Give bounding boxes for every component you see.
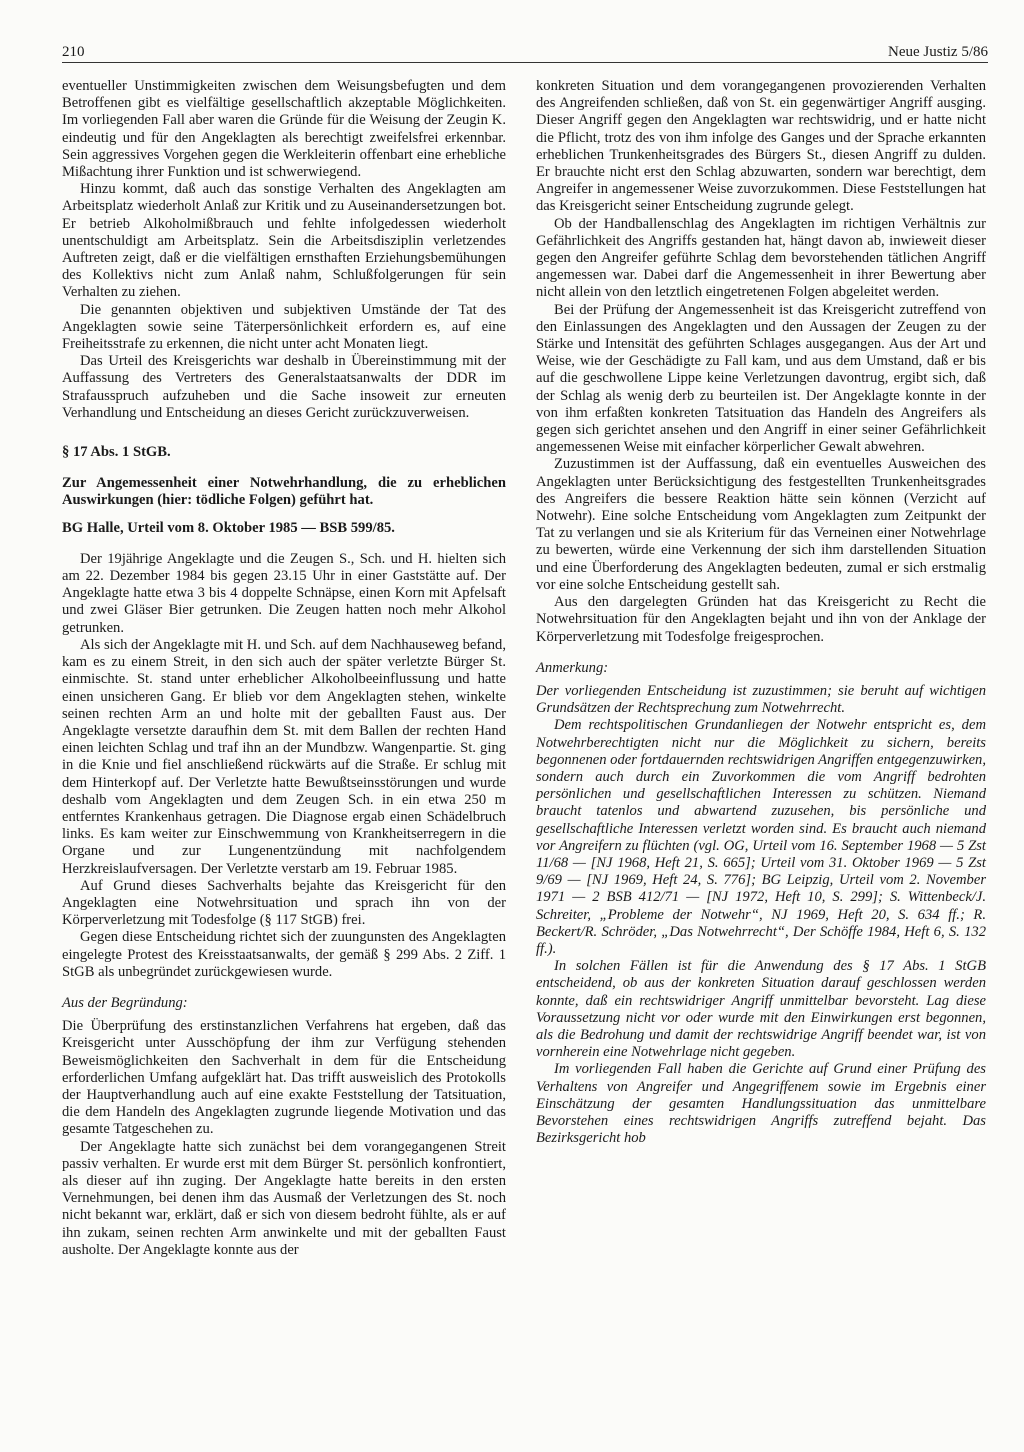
paragraph: konkreten Situation und dem vorangegangenen provozierenden Verhalten des Angreifenden schließen, daß von St. ein gegenwärtiger Angriff ausging. Dieser Angriff gegen den Angeklagten war rechtswidrig, und er hatte nicht die Pflicht, trotz des von ihm infolge des Ganges und der Sprache erkannten erheblichen Trunkenheitsgrades des Bürgers St., diesen Angriff zu dulden. Er brauchte nicht erst den Schlag abzuwarten, sondern war berechtigt, dem Angreifer in angemessener Weise zuvorzukommen. Diese Feststellungen hat das Kreisgericht seiner Entscheidung zugrunde gelegt. [536, 78, 986, 215]
paragraph: Hinzu kommt, daß auch das sonstige Verhalten des Angeklagten am Arbeitsplatz wiederholt Anlaß zur Kritik und zu Auseinandersetzungen bot. Er betrieb Alkoholmißbrauch und fehlte infolgedessen wiederholt unentschuldigt am Arbeitsplatz. Sein die Arbeitsdisziplin verletzendes Auftreten zeigt, daß er die vielfältigen ernsthaften Erziehungsbemühungen des Kollektivs nicht zum Anlaß nahm, Schlußfolgerungen für sein Verhalten zu ziehen. [62, 181, 506, 301]
page-number: 210 [62, 44, 85, 60]
section-heading: Anmerkung: [536, 659, 609, 676]
paragraph: Als sich der Angeklagte mit H. und Sch. auf dem Nachhauseweg befand, kam es zu einem Streit, in den sich auch der später verletzte Bürger St. einmischte. St. stand unter erheblicher Alkoholbeeinflussung und hatte einen unsicheren Gang. Er blieb vor dem Angeklagten stehen, winkelte seinen rechten Arm an und holte mit der geballten Faust aus. Der Angeklagte versetzte daraufhin dem St. mit dem Ballen der rechten Hand einen leichten Schlag und traf ihn an der Mundbzw. Wangenpartie. St. ging in die Knie und fiel anschließend rückwärts auf die Straße. Er schlug mit dem Hinterkopf auf. Der Verletzte hatte Bewußtseinsstörungen und wurde deshalb vom Angeklagten und dem Zeugen Sch. in ein etwa 250 m entferntes Krankenhaus getragen. Die Diagnose ergab einen Schädelbruch links. Es kam weiter zur Einschwemmung von Krankheitserregern in die Organe und zur Lungenentzündung mit nachfolgendem Herzkreislaufversagen. Der Verletzte verstarb am 19. Februar 1985. [62, 636, 506, 877]
paragraph: Die genannten objektiven und subjektiven Umstände der Tat des Angeklagten sowie seine Täterpersönlichkeit erfordern es, auf eine Freiheitsstrafe zu erkennen, die nicht unter acht Monaten liegt. [62, 301, 506, 353]
paragraph: Bei der Prüfung der Angemessenheit ist das Kreisgericht zutreffend von den Einlassungen des Angeklagten und den Aussagen der Zeugen zu der Stärke und Intensität des geführten Schlages ausgegangen. Aus der Art und Weise, wie der Geschädigte zu Fall kam, und aus dem Umstand, daß er bis auf die geschwollene Lippe keine Verletzungen davontrug, ergibt sich, daß der Schlag als wenig derb zu beurteilen ist. Der Angeklagte konnte in der von ihm erfaßten konkreten Tatsituation das Handeln des Angreifers als gegen sich gerichtet ansehen und den Angriff in einer seiner Gefährlichkeit angemessenen Weise mit einfacher körperlicher Gewalt abwehren. [536, 301, 986, 456]
right-column [536, 78, 986, 1147]
legal-reference: § 17 Abs. 1 StGB. [62, 444, 171, 461]
paragraph: Ob der Handballenschlag des Angeklagten im richtigen Verhältnis zur Gefährlichkeit des Angriffs gestanden hat, hängt davon ab, inwieweit dieser gegen den Angreifer geführte Schlag dem bevorstehenden tätlichen Angriff angemessen war. Dabei darf die Angemessenheit in ihrer Bewertung aber nicht allein von den letztlich eingetretenen Folgen abgeleitet werden. [536, 215, 986, 301]
paragraph: Der Angeklagte hatte sich zunächst bei dem vorangegangenen Streit passiv verhalten. Er wurde erst mit dem Bürger St. persönlich konfrontiert, als dieser auf ihn zuging. Der Angeklagte hatte bereits in den ersten Vernehmungen, bei denen ihm das Ausmaß der Verletzungen des St. noch nicht bekannt war, erklärt, daß er sich von diesem bedroht fühlte, als er auf ihn zukam, seinen rechten Arm anwinkelte und mit der geballten Faust ausholte. Der Angeklagte konnte aus der [62, 1138, 506, 1258]
annotation-paragraph: Dem rechtspolitischen Grundanliegen der Notwehr entspricht es, dem Notwehrberechtigten nicht nur die Möglichkeit zu sichern, bereits begonnenen oder fortdauernden rechtswidrigen Angriffen entgegenzuwirken, sondern auch durch ein Zuvorkommen die vom Angriff bedrohten persönlichen und gesellschaftlichen Interessen zu schützen. Niemand braucht tatenlos und abwartend zuzusehen, bis persönliche und gesellschaftliche Interessen verletzt worden sind. Es braucht auch niemand vor Angreifern zu flüchten (vgl. OG, Urteil vom 16. September 1968 — 5 Zst 11/68 — [NJ 1968, Heft 21, S. 665]; Urteil vom 31. Oktober 1969 — 5 Zst 9/69 — [NJ 1969, Heft 24, S. 776]; BG Leipzig, Urteil vom 2. November 1971 — 2 BSB 412/71 — [NJ 1972, Heft 10, S. 299]; S. Wittenbeck/J. Schreiter, „Probleme der Notwehr“, NJ 1969, Heft 20, S. 634 ff.; R. Beckert/R. Schröder, „Das Notwehrrecht“, Der Schöffe 1984, Heft 6, S. 132 ff.). [536, 717, 986, 957]
paragraph: Aus den dargelegten Gründen hat das Kreisgericht zu Recht die Notwehrsituation für den Angeklagten bejaht und ihn von der Anklage der Körperverletzung mit Todesfolge freigesprochen. [536, 594, 986, 645]
page-header [62, 40, 988, 66]
paragraph: Das Urteil des Kreisgerichts war deshalb in Übereinstimmung mit der Auffassung des Vertreters des Generalstaatsanwalts der DDR im Strafausspruch aufzuheben und die Sache insoweit zur erneuten Verhandlung und Entscheidung an dieses Gericht zurückzuverweisen. [62, 353, 506, 421]
case-headnote: Zur Angemessenheit einer Notwehrhandlung, die zu erheblichen Auswirkungen (hier: tödliche Folgen) geführt hat. [62, 475, 506, 509]
paragraph: Auf Grund dieses Sachverhalts bejahte das Kreisgericht für den Angeklagten eine Notwehrsituation und sprach ihn von der Körperverletzung mit Todesfolge (§ 117 StGB) frei. [62, 877, 506, 929]
left-column [62, 78, 506, 1259]
paragraph: Die Überprüfung des erstinstanzlichen Verfahrens hat ergeben, daß das Kreisgericht unter Ausschöpfung der ihm zur Verfügung stehenden Beweismöglichkeiten den Sachverhalt in dem für die Entscheidung erforderlichen Umfang aufgeklärt hat. Das trifft ausweislich des Protokolls der Hauptverhandlung auch auf eine exakte Feststellung der Tatsituation, die dem Handeln des Angeklagten zugrunde liegende Motivation und das gesamte Tatgeschehen zu. [62, 1018, 506, 1138]
paragraph: Zuzustimmen ist der Auffassung, daß ein eventuelles Ausweichen des Angeklagten unter Berücksichtigung des festgestellten Trunkenheitsgrades des Angreifers die bessere Reaktion hätte sein können (Verzicht auf Notwehr). Eine solche Entscheidung vom Angeklagten zum Zeitpunkt der Tat zu verlangen und sie als Kriterium für das Verneinen einer Notwehrlage zu bewerten, würde eine Verkennung der sich ihm darstellenden Situation und eine Überforderung des Angeklagten bedeuten, zumal er sich erstmalig vor eine solche Entscheidung gestellt sah. [536, 456, 986, 593]
paragraph: Der 19jährige Angeklagte und die Zeugen S., Sch. und H. hielten sich am 22. Dezember 1984 bis gegen 23.15 Uhr in einer Gaststätte auf. Der Angeklagte hatte etwa 3 bis 4 doppelte Schnäpse, einen Korn mit Apfelsaft und zwei Gläser Bier getrunken. Die Zeugen hatten noch mehr Alkohol getrunken. [62, 550, 506, 636]
section-heading: Aus der Begründung: [62, 994, 188, 1011]
journal-issue: Neue Justiz 5/86 [888, 44, 988, 60]
spacer [62, 422, 506, 440]
annotation-paragraph: In solchen Fällen ist für die Anwendung des § 17 Abs. 1 StGB entscheidend, ob aus der konkreten Situation darauf geschlossen werden konnte, daß ein rechtswidriger Angriff unmittelbar bevorsteht. Lag diese Voraussetzung nicht vor oder wurde mit den Einwirkungen erst begonnen, als die Bedrohung und damit der rechtswidrige Angriff beendet war, ist von vornherein eine Notwehrlage nicht gegeben. [536, 958, 986, 1061]
paragraph: eventueller Unstimmigkeiten zwischen dem Weisungsbefugten und dem Betroffenen gibt es vielfältige gesellschaftlich akzeptable Möglichkeiten. Im vorliegenden Fall aber waren die Gründe für die Weisung der Zeugin K. eindeutig und für den Angeklagten als berechtigt zweifelsfrei erkennbar. Sein aggressives Vorgehen gegen die Werkleiterin offenbart eine erhebliche Mißachtung ihrer Funktion und ist schwerwiegend. [62, 78, 506, 181]
court-citation: BG Halle, Urteil vom 8. Oktober 1985 — BSB 599/85. [62, 519, 395, 536]
annotation-paragraph: Im vorliegenden Fall haben die Gerichte auf Grund einer Prüfung des Verhaltens von Angreifer und Angegriffenem sowie im Ergebnis einer Einschätzung der gesamten Handlungssituation das unmittelbare Bevorstehen eines rechtswidrigen Angriffs zutreffend bejaht. Das Bezirksgericht hob [536, 1061, 986, 1147]
annotation-paragraph: Der vorliegenden Entscheidung ist zuzustimmen; sie beruht auf wichtigen Grundsätzen der Rechtsprechung zum Notwehrrecht. [536, 682, 986, 717]
header-rule [62, 62, 988, 63]
paragraph: Gegen diese Entscheidung richtet sich der zuungunsten des Angeklagten eingelegte Protest des Kreisstaatsanwalts, der gemäß § 299 Abs. 2 Ziff. 1 StGB als unbegründet zurückgewiesen wurde. [62, 929, 506, 980]
